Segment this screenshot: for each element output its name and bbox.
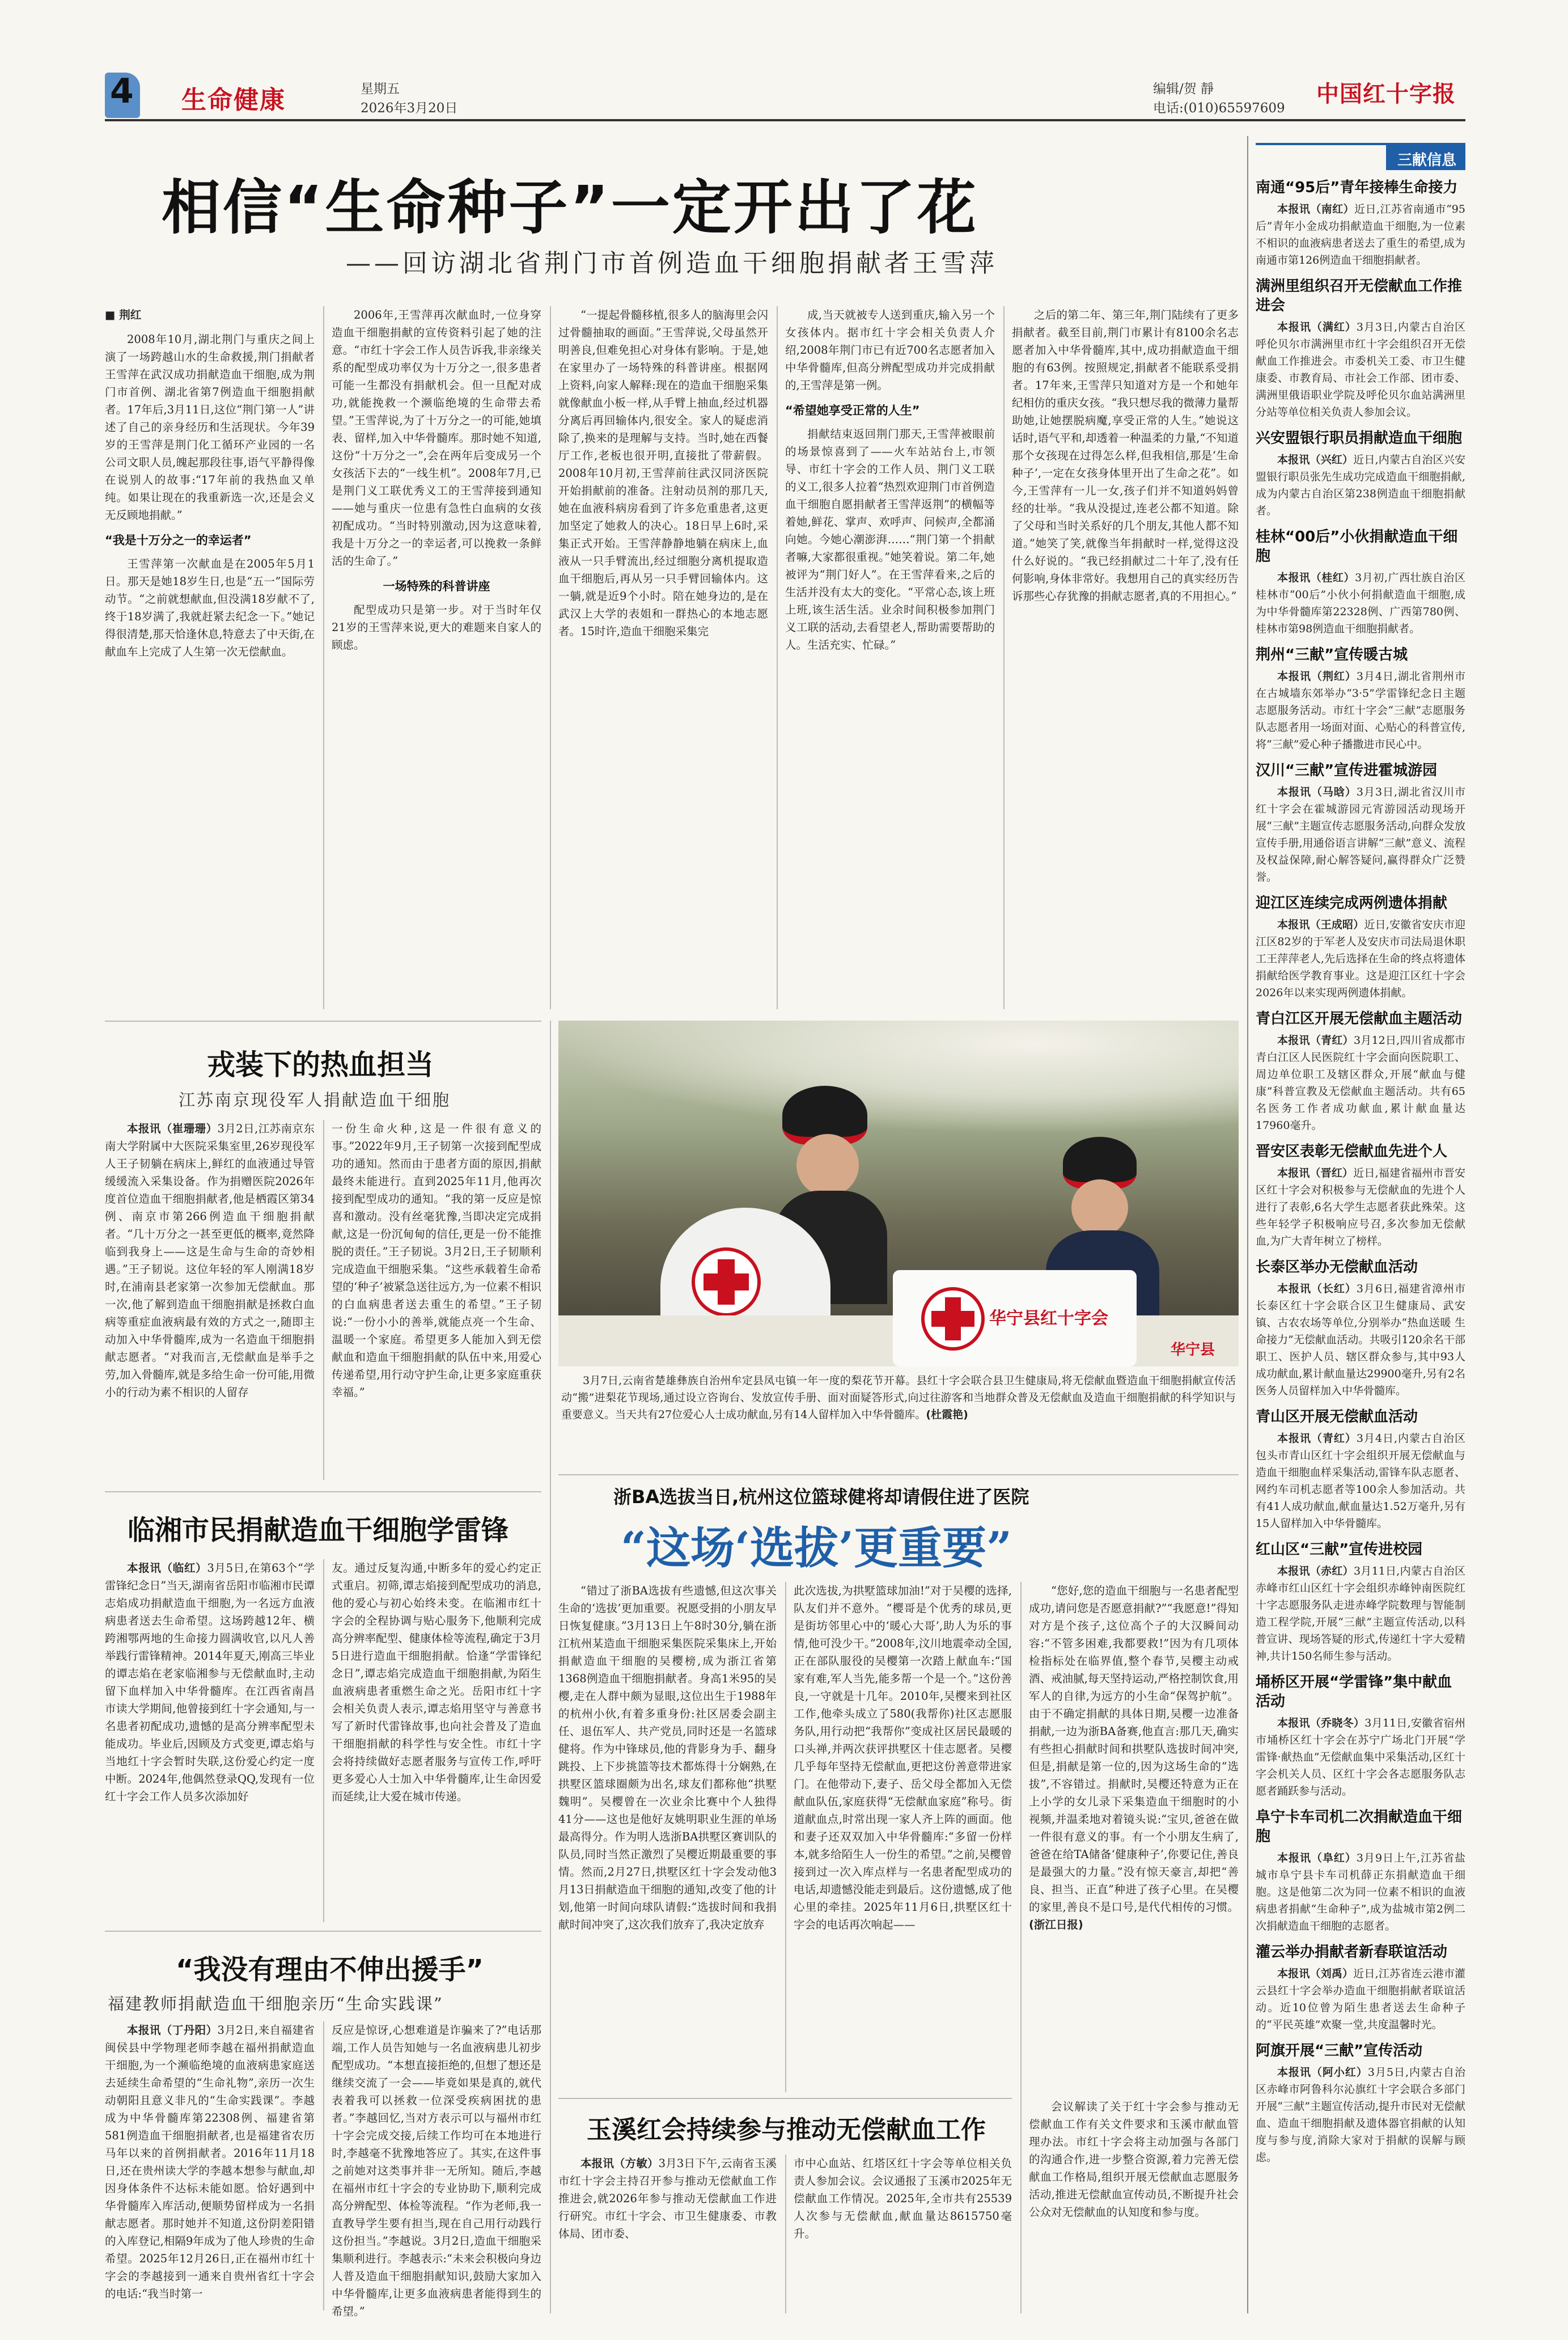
main-col5-text: 之后的第二年、第三年,荆门陆续有了更多捐献者。截至目前,荆门市累计有8100余名志愿者加入中华骨髓库,其中,成功捐献造血干细胞的有63例。按照规定,捐献者不能联系受捐者。17年来,王雪萍只知道对方是一个和她年纪相仿的重庆女孩。“我只想尽我的微薄力量帮助她,让她摆脱病魔,享受正常的人生。”她说这话时,语气平和,却透着一种温柔的力量,“不知道那个女孩现在过得怎么样,但我相信,那是‘生命种子’,一定在女孩身体里开出了生命之花”。如今,王雪萍有一儿一女,孩子们并不知道妈妈曾经的壮举。“我从没提过,连老公都不知道。除了父母和当时关系好的几个朋友,其他人都不知道。”她笑了笑,就像当年捐献时一样,觉得这没什么好说的。“我已经捐献过二十年了,没有任何影响,身体非常好。我想用自己的真实经历告诉那些心存犹豫的捐献志愿者,真的不用担心。” — [1012, 308, 1239, 603]
column-rule — [550, 1021, 551, 2313]
story-d-text-3 — [1029, 1582, 1239, 1933]
story-d-col1-text: “错过了浙BA选拔有些遗憾,但这次事关生命的‘选拔’更加重要。祝愿受捐的小朋友早日恢复健康。”3月13日上午8时30分,躺在浙江杭州某造血干细胞采集医院采集床上,开始捐献造血干细胞的吴樱榜,成为浙江省第1368例造血干细胞捐献者。身高1米95的吴樱,走在人群中颇为显眼,这位出生于1988年的杭州小伙,有着多重身份:社区居委会副主任、退伍军人、共产党员,同时还是一名篮球健将。作为中锋球员,他的背影身为手、翻身跳投、上下步挑篮等技术都炼得十分娴熟,在拱墅区篮球圈颇为出名,球友们都称他“拱墅魏明”。吴樱曾在一次业余比赛中个人独得41分——这也是他好友姚明职业生涯的单场最高得分。作为明人选浙BA拱墅区赛训队的队员,同时当然正激烈了吴樱近期最重要的事情。然而,2月27日,拱墅区红十字会发动他3月13日捐献造血干细胞的通知,改变了他的计划,他第一时间向球队请假:“选拔时间和我捐献时间冲突了,这次我们放弃了,我决定放弃 — [558, 1584, 777, 1931]
sidebar-item-body — [1256, 201, 1465, 269]
story-e-col1-text: 3月3日下午,云南省玉溪市红十字会主持召开参与推动无偿献血工作推进会,就2026年参与推动无偿献血工作进行研究。市红十字会、市卫生健康委、市教体局、团市委、 — [558, 2157, 777, 2240]
sidebar-item-title: 满洲里组织召开无偿献血工作推进会 — [1256, 278, 1463, 314]
photo-caption — [561, 1372, 1236, 1423]
story-c-agency: 本报讯（丁丹阳） — [127, 2024, 218, 2037]
sidebar-item-title: 迎江区连续完成两例遗体捐献 — [1256, 895, 1448, 912]
story-c-col2 — [332, 2021, 541, 2318]
story-c-col1 — [105, 2021, 315, 2311]
story-a-col2-text: 一份生命火种,这是一件很有意义的事。”2022年9月,王子韧第一次接到配型成功的通知。然而由于患者方面的原因,捐献最终未能进行。直到2025年11月,他再次接到配型成功的通知。“我的第一反应是惊喜和激动。没有丝毫犹豫,当即决定完成捐献,这是一份沉甸甸的信任,更是一份不能推脱的责任。”王子韧说。3月2日,王子韧顺利完成造血干细胞采集。“这些承载着生命希望的‘种子’被紧急送往远方,为一位素不相识的白血病患者送去重生的希望。”王子韧说:“一份小小的善举,就能点亮一个生命、温暖一个家庭。希望更多人能加入到无偿献血和造血干细胞捐献的队伍中来,用爱心传递希望,用行动守护生命,让更多家庭重获幸福。” — [332, 1122, 541, 1399]
story-c-text-1 — [105, 2021, 315, 2303]
header-rule — [105, 119, 1465, 121]
photo-banner — [893, 1270, 1137, 1366]
story-c-title: “我没有理由不伸出援手” — [176, 1954, 484, 1986]
sidebar-item-title: 汉川“三献”宣传进霍城游园 — [1256, 762, 1438, 779]
sidebar-item-text: 近日,安徽省安庆市迎江区82岁的于军老人及安庆市司法局退休职工王萍萍老人,先后选择在生命的终点将遗体捐献给医学教育事业。这是迎江区红十字会2026年以来实现两例遗体捐献。 — [1256, 919, 1465, 999]
story-a-agency: 本报讯（崔珊珊） — [127, 1122, 218, 1135]
story-d-col3-text: “您好,您的造血干细胞与一名患者配型成功,请问您是否愿意捐献?”“我愿意!”得知对方是个孩子,这位高个子的大汉瞬间动容:“不管多困难,我都要救!”因为有几项体检指标处在临界值,整个春节,吴樱主动戒酒、戒油腻,每天坚持运动,严格控制饮食,用军人的自律,为远方的小生命“保驾护航”。由于不确定捐献的具体日期,吴樱一边准备捐献,一边为浙BA备赛,他直言:那几天,确实有些担心捐献时间和拱墅队选拔时间冲突,但是,捐献是第一位的,因为这场生命的“选拔”,不容错过。捐献时,吴樱还特意为正在上小学的女儿录下采集造血干细胞时的小视频,并温柔地对着镜头说:“宝贝,爸爸在做一件很有意义的事。有一个小朋友生病了,爸爸在给TA储备‘健康种子’,你要记住,善良是最强大的力量。”没有惊天豪言,却把“善良、担当、正直”种进了孩子心里。在吴樱的家里,善良不是口号,是代代相传的习惯。 — [1029, 1584, 1239, 1914]
story-e-col1 — [558, 2155, 777, 2313]
column-rule — [323, 1559, 324, 1922]
main-headline: 相信“生命种子”一定开出了花 — [162, 173, 978, 242]
sidebar-item-body — [1256, 569, 1465, 637]
story-d-title: “这场‘选拔’更重要” — [621, 1522, 1012, 1574]
sidebar-item-title: 桂林“00后”小伙捐献造血干细胞 — [1256, 528, 1458, 565]
sidebar-item-body — [1256, 2064, 1465, 2166]
story-b-title: 临湘市民捐献造血干细胞学雷锋 — [128, 1514, 509, 1546]
column-rule — [550, 306, 551, 1009]
sidebar-item-body — [1256, 1280, 1465, 1399]
header-weekday: 星期五 — [361, 82, 400, 96]
page-header — [0, 0, 1568, 136]
story-b-text-1 — [105, 1559, 315, 1805]
main-story-col2 — [332, 306, 541, 1009]
sidebar-item-agency: 本报讯（阿小红） — [1277, 2066, 1368, 2079]
story-c-col2-text: 反应是惊讶,心想难道是诈骗来了?”电话那端,工作人员告知她与一名血液病患儿初步配型成功。“本想直接拒绝的,但想了想还是继续交流了一会——毕竟如果是真的,就代表着我可以拯救一位深受疾病困扰的患者。”李越回忆,当对方表示可以与福州市红十字会完成交接,后续工作均可在本地进行时,李越毫不犹豫地答应了。其实,在这件事之前她对这类事并非一无所知。随后,李越在福州市红十字会的专业协助下,顺利完成高分辨配型、体检等流程。“作为老师,我一直教导学生要有担当,现在自己用行动践行这份担当。”李越说。3月2日,造血干细胞采集顺利进行。李越表示:“未来会积极向身边人普及造血干细胞捐献知识,鼓励大家加入中华骨髓库,让更多血液病患者能得到生的希望。” — [332, 2024, 541, 2318]
red-cross-icon — [692, 1247, 761, 1317]
section-rule — [105, 1021, 541, 1022]
story-e-text-1 — [558, 2155, 777, 2242]
sidebar-item-body — [1256, 1032, 1465, 1134]
sidebar-item-title: 青山区开展无偿献血活动 — [1256, 1408, 1418, 1425]
red-cross-icon — [921, 1287, 985, 1351]
story-d-col1 — [558, 1582, 777, 2092]
sidebar-item-body — [1256, 668, 1465, 753]
sidebar-item-body — [1256, 451, 1465, 519]
story-e-title: 玉溪红会持续参与推动无偿献血工作 — [587, 2115, 986, 2144]
sidebar-item-title: 青白江区开展无偿献血主题活动 — [1256, 1010, 1463, 1027]
story-a-col2 — [332, 1120, 541, 1480]
header-editor: 编辑/贺 靜 — [1153, 82, 1214, 96]
sidebar-item-agency: 本报讯（阜红） — [1277, 1852, 1357, 1864]
column-rule — [323, 1120, 324, 1480]
sidebar-item-agency: 本报讯（长红） — [1277, 1283, 1357, 1295]
photo-vest-text: 华宁县 — [1171, 1342, 1215, 1359]
sidebar-item-title: 阿旗开展“三献”宣传活动 — [1256, 2042, 1423, 2059]
main-subhead-2: 一场特殊的科普讲座 — [383, 579, 490, 593]
sidebar-item-body — [1256, 1165, 1465, 1250]
sidebar-item-title: 长泰区举办无偿献血活动 — [1256, 1259, 1418, 1276]
sidebar-item-body — [1256, 916, 1465, 1001]
photo-person — [1071, 1179, 1128, 1236]
story-a-title: 戎装下的热血担当 — [207, 1048, 434, 1081]
sidebar-item-text: 3月3日,内蒙古自治区呼伦贝尔市满洲里市红十字会组织召开无偿献血工作推进会。市委机关工委、市卫生健康委、市教育局、市社会工作部、团市委、满洲里俄语职业学院及呼伦贝尔血站满洲里分站等单位相关负责人参加会议。 — [1256, 321, 1465, 418]
column-rule — [1003, 306, 1005, 1009]
sidebar-item-title: 晋安区表彰无偿献血先进个人 — [1256, 1143, 1448, 1160]
sidebar-item-body — [1256, 1563, 1465, 1665]
red-cross-bar — [931, 1311, 974, 1327]
sidebar-list — [1256, 170, 1465, 2313]
photo-person — [796, 1134, 859, 1196]
header-phone: 电话:(010)65597609 — [1153, 101, 1285, 116]
sidebar-item-agency: 本报讯（桂红） — [1277, 572, 1355, 584]
main-col3-text: “一提起骨髓移植,很多人的脑海里会闪过骨髓抽取的画面。”王雪萍说,父母虽然开明善良,但难免担心对身体有影响。于是,她在家里办了一场特殊的科普讲座。根据网上资料,向家人解释:现在的造血干细胞采集就像献血小板一样,从手臂上抽血,经过机器分离后再回输体内,很安全。家人的疑虑消除了,换来的是理解与支持。当时,她在西餐厅工作,老板也很开明,直接批了带薪假。2008年10月初,王雪萍前往武汉同济医院开始捐献前的准备。注射动员剂的那几天,她在血液科病房看到了许多危重患者,这更加坚定了她救人的决心。18日早上6时,采集正式开始。王雪萍静静地躺在病床上,血液从一只手臂流出,经过细胞分离机提取造血干细胞后,再从另一只手臂回输体内。这一躺,就是近9个小时。陪在她身边的,是在武汉上大学的表姐和一群热心的本地志愿者。15时许,造血干细胞采集完 — [558, 308, 768, 638]
sidebar-header-bar — [1256, 143, 1465, 172]
main-story-col4 — [785, 306, 995, 1009]
story-d-col2 — [794, 1582, 1012, 2092]
sidebar-item-title: 南通“95后”青年接棒生命接力 — [1256, 179, 1458, 196]
story-b-col1 — [105, 1559, 315, 1922]
story-e-col3 — [1029, 2098, 1239, 2313]
section-rule — [558, 2098, 1012, 2099]
sidebar-item-agency: 本报讯（乔晓冬） — [1277, 1717, 1365, 1729]
sidebar-item-body — [1256, 1850, 1465, 1935]
story-a-subtitle: 江苏南京现役军人捐献造血干细胞 — [179, 1090, 451, 1110]
sidebar-item-agency: 本报讯（晋红） — [1277, 1167, 1354, 1179]
story-b-col1-text: 3月5日,在第63个“学雷锋纪念日”当天,湖南省岳阳市临湘市民谭志焰成功捐献造血干细胞,为一名远方血液病患者送去生命希望。这场跨越12年、横跨湘鄂两地的生命接力圆满收官,以凡人善举践行雷锋精神。2014年夏天,刚高三毕业的谭志焰在老家临湘参与无偿献血时,主动留下血样加入中华骨髓库。在江西省南昌市读大学期间,他曾接到红十字会通知,与一名患者初配成功,遗憾的是高分辨率配型未能成功。毕业后,因顾及方式变更,谭志焰与当地红十字会暂时失联,这份爱心约定一度中断。2024年,他偶然登录QQ,发现有一位红十字会工作人员多次添加好 — [105, 1562, 315, 1803]
main-subhead-3: “希望她享受正常的人生” — [785, 404, 920, 417]
photo-caption-text: 3月7日,云南省楚雄彝族自治州牟定县凤屯镇一年一度的梨花节开幕。县红十字会联合县卫生健康局,将无偿献血暨造血干细胞捐献宣传活动“搬”进梨花节现场,通过设立咨询台、发放宣传手册、面对面疑答形式,向过往游客和当地群众普及无偿献血及造血干细胞捐献的科学知识与重要意义。当天共有27位爱心人士成功献血,另有14人留样加入中华骨髓库。 — [561, 1374, 1236, 1421]
story-a-col1 — [105, 1120, 315, 1480]
column-rule — [1020, 1582, 1022, 2313]
column-rule — [323, 306, 324, 1009]
sidebar-item-text: 近日,福建省福州市晋安区红十字会对积极参与无偿献血的先进个人进行了表彰,6名大学生志愿者获此殊荣。这些年轻学子积极响应号召,多次参加无偿献血,为广大青年树立了榜样。 — [1256, 1167, 1465, 1247]
main-col1-text: 2008年10月,湖北荆门与重庆之间上演了一场跨越山水的生命救援,荆门捐献者王雪萍在武汉成功捐献造血干细胞,成为荆门市首例、湖北省第7例造血干细胞捐献者。17年后,3月11日,这位“荆门第一人”讲述了自己的亲身经历和生活现状。今年39岁的王雪萍是荆门化工循环产业园的一名公司文职人员,魄起那段往事,语气平静得像在说别人的故事:“17年前的我热血又单纯。如果让现在的我重新选一次,还是会义无反顾地捐献。” — [105, 333, 315, 522]
main-col4-text: 成,当天就被专人送到重庆,输入另一个女孩体内。据市红十字会相关负责人介绍,2008年荆门市已有近700名志愿者加入中华骨髓库,但高分辨配型成功并完成捐献的,王雪萍是第一例。 — [785, 308, 995, 392]
photo-tree — [558, 1021, 1239, 1134]
sidebar-item-agency: 本报讯（青红） — [1277, 1432, 1357, 1445]
sidebar-item-text: 近日,内蒙古自治区兴安盟银行职员张先生成功完成造血干细胞捐献,成为内蒙古自治区第238例造血干细胞捐献者。 — [1256, 454, 1465, 517]
story-a-text-1 — [105, 1120, 315, 1401]
main-col1b-text: 王雪萍第一次献血是在2005年5月1日。那天是她18岁生日,也是“五一”国际劳动节。“之前就想献血,但没满18岁献不了,终于18岁满了,我就赶紧去纪念一下。”她记得很清楚,那天恰逢休息,特意去了中天街,在献血车上完成了人生第一次无偿献血。 — [105, 557, 315, 658]
sidebar-item-body — [1256, 1430, 1465, 1532]
main-col4b-text: 捐献结束返回荆门那天,王雪萍被眼前的场景惊喜到了——火车站站台上,市领导、市红十字会的工作人员、荆门义工联的义工,很多人拉着“热烈欢迎荆门市首例造血干细胞自愿捐献者王雪萍返荆”的横幅等着她,鲜花、掌声、欢呼声、问候声,全都涌向她。今她心潮澎湃……“荆门第一个捐献者嘛,大家都很重视。”她笑着说。第二年,她被评为“荆门好人”。在王雪萍看来,之后的生活并没有太大的变化。“平常心态,该上班上班,该生活生活。业余时间积极参加荆门义工联的活动,去看望老人,帮助需要帮助的人。生活充实、忙碌。” — [785, 428, 995, 651]
sidebar-item-agency: 本报讯（青红） — [1277, 1034, 1354, 1047]
main-story-col1 — [105, 306, 315, 1009]
sidebar-item-body — [1256, 1965, 1465, 2033]
story-d-credit: (浙江日报) — [1029, 1918, 1083, 1931]
story-b-col2-text: 友。通过反复沟通,中断多年的爱心约定正式重启。初筛,谭志焰接到配型成功的消息,他的爱心与初心始终未变。在临湘市红十字会的全程协调与贴心服务下,他顺利完成高分辨率配型、健康体检等流程,确定于3月5日进行造血干细胞捐献。恰逢“学雷锋纪念日”,谭志焰完成造血干细胞捐献,为陌生血液病患者重燃生命之光。岳阳市红十字会相关负责人表示,谭志焰用坚守与善意书写了新时代雷锋故事,也向社会普及了造血干细胞捐献的科学性与安全性。市红十字会将持续做好志愿者服务与宣传工作,呼吁更多爱心人士加入中华骨髓库,让生命因爱而延续,让大爱在城市传递。 — [332, 1562, 541, 1803]
section-rule — [105, 1491, 541, 1492]
story-c-col1-text: 3月2日,来自福建省闽侯县中学物理老师李越在福州捐献造血干细胞,为一个濒临绝境的血液病患家庭送去延续生命希望的“生命礼物”,亲历一次生动朝阳且意义非凡的“生命实践课”。李越成为中华骨髓库第22308例、福建省第581例造血干细胞捐献者,也是福建省农历马年以来的首例捐献者。2016年11月18日,还在贵州读大学的李越本想参与献血,却因身体条件不达标未能如愿。恰好遇到中华骨髓库入库活动,便顺势留样成为一名捐献志愿者。那时她并不知道,这份阴差阳错的入库登记,相隔9年成为了他人珍贵的生命希望。2025年12月26日,正在福州市红十字会的李越接到一通来自贵州省红十字会的电话:“我当时第一 — [105, 2024, 315, 2300]
column-rule — [785, 1582, 786, 2092]
story-a-col1-text: 3月2日,江苏南京东南大学附属中大医院采集室里,26岁现役军人王子韧躺在病床上,鲜红的血液通过导管缓缓流入采集设备。作为捐赠医院2026年度首位造血干细胞捐献者,他是栖霞区第34例、南京市第266例造血干细胞捐献者。“几十万分之一甚至更低的概率,竟然降临到我身上——这是生命与生命的奇妙相遇。”王子韧说。这位年轻的军人刚满18岁时,在浦南县老家第一次参加无偿献血。那一次,他了解到造血干细胞捐献是拯救白血病等重症血液病最有效的方式之一,随即主动加入中华骨髓库,成为一名造血干细胞捐献志愿者。“对我而言,无偿献血是举手之劳,加入骨髓库,就是多给生命一份可能,用微小的行动为素不相识的人留存 — [105, 1122, 315, 1399]
sidebar-item-agency: 本报讯（兴红） — [1277, 454, 1354, 466]
sidebar-item-text: 3月4日,湖北省荆州市在古城墙东郊举办“3·5”学雷锋纪念日主题志愿服务活动。市红十字会“三献”志愿服务队志愿者用一场面对面、心贴心的科普宣传,将“三献”爱心种子播撒进市民心中。 — [1256, 670, 1465, 751]
sidebar-item-agency: 本报讯（荆红） — [1277, 670, 1357, 683]
sidebar-item-title: 红山区“三献”宣传进校园 — [1256, 1541, 1423, 1558]
main-story-col3 — [558, 306, 768, 1009]
page-number: 4 — [110, 71, 134, 111]
header-date: 2026年3月20日 — [361, 101, 458, 116]
column-rule — [777, 306, 778, 1009]
story-e-col2-text: 市中心血站、红塔区红十字会等单位相关负责人参加会议。会议通报了玉溪市2025年无偿献血工作情况。2025年,全市共有25539人次参与无偿献血,献血量达8615750毫升。 — [794, 2157, 1012, 2240]
sidebar-item-title: 灌云举办捐献者新春联谊活动 — [1256, 1944, 1448, 1961]
sidebar-item-text: 近日,江苏省连云港市灌云县红十字会举办造血干细胞捐献者联谊活动。近10位曾为陌生患者送去生命种子的“平民英雄”欢聚一堂,共度温馨时光。 — [1256, 1967, 1465, 2031]
sidebar-item-agency: 本报讯（王成昭） — [1277, 919, 1364, 931]
main-byline: ■ 荆红 — [105, 308, 142, 321]
story-b-col2 — [332, 1559, 541, 1922]
sidebar-item-body — [1256, 319, 1465, 421]
main-col2-text: 2006年,王雪萍再次献血时,一位身穿造血干细胞捐献的宣传资料引起了她的注意。“市红十字会工作人员告诉我,非亲缘关系的配型成功率仅为十万分之一,很多患者可能一生都没有捐献机会。但一旦配对成功,就能挽救一个濒临绝境的生命带去希望。”王雪萍说,为了十万分之一的可能,她填表、留样,加入中华骨髓库。那时她不知道,这份“十万分之一”,会在两年后变成另一个女孩活下去的“一线生机”。2008年7月,已是荆门义工联优秀义工的王雪萍接到通知——她与重庆一位患有急性白血病的女孩初配成功。“当时特别激动,因为这意味着,我是十万分之一的幸运者,可以挽救一条鲜活的生命了。” — [332, 308, 541, 568]
sidebar-item-text: 3月9日上午,江苏省盐城市阜宁县卡车司机薛正东捐献造血干细胞。这是他第二次为同一位素不相识的血液病患者捐献“生命种子”,成为盐城市第2例二次捐献造血干细胞的志愿者。 — [1256, 1852, 1465, 1932]
sidebar-item-agency: 本报讯（马晗） — [1277, 786, 1357, 798]
sidebar-item-text: 3月初,广西壮族自治区桂林市“00后”小伙小何捐献造血干细胞,成为中华骨髓库第22328例、广西第780例、桂林市第98例造血干细胞捐献者。 — [1256, 572, 1465, 635]
main-story-col5 — [1012, 306, 1239, 1009]
section-name: 生命健康 — [181, 86, 286, 115]
sidebar-rule — [1247, 136, 1248, 2313]
section-rule — [558, 1474, 1239, 1475]
sidebar-item-title: 埇桥区开展“学雷锋”集中献血活动 — [1256, 1674, 1452, 1710]
sidebar-item-body — [1256, 1715, 1465, 1800]
red-cross-bar — [704, 1273, 749, 1290]
story-e-col2 — [794, 2155, 1012, 2313]
sidebar-item-body — [1256, 784, 1465, 886]
sidebar-item-text: 3月4日,内蒙古自治区包头市青山区红十字会组织开展无偿献血与造血干细胞血样采集活动,雷锋车队志愿者、网约车司机志愿者等100余人参加活动。共有41人成功献血,献血量达1.52万毫升,另有15人留样加入中华骨髓库。 — [1256, 1432, 1465, 1530]
column-rule — [785, 2155, 786, 2313]
event-photo — [558, 1021, 1239, 1366]
sidebar-item-title: 荆州“三献”宣传暖古城 — [1256, 646, 1408, 663]
sidebar-item-text: 近日,江苏省南通市“95后”青年小金成功捐献造血干细胞,为一位素不相识的血液病患者送去了重生的希望,成为南通市第126例造血干细胞捐献者。 — [1256, 203, 1465, 266]
column-rule — [323, 2021, 324, 2311]
sidebar-item-agency: 本报讯（刘禹） — [1277, 1967, 1354, 1980]
sidebar-item-title: 阜宁卡车司机二次捐献造血干细胞 — [1256, 1809, 1463, 1845]
main-subtitle: ——回访湖北省荆门市首例造血干细胞捐献者王雪萍 — [346, 249, 998, 278]
story-d-col2-text: 此次选拔,为拱墅篮球加油!”对于吴樱的选择,队友们并不意外。“樱哥是个优秀的球员,更是街坊邻里心中的‘暖心大哥’,助人为乐的事情,他可没少干。”2008年,汶川地震牵动全国,正在部队服役的吴樱第一次踏上献血车:“国家有难,军人当先,能多帮一个是一个。”这份善良,一守就是十几年。2010年,吴樱来到社区工作,他牵头成立了580(我帮你)社区志愿服务队,用行动把“我帮你”变成社区居民最暖的口头禅,并两次获评拱墅区十佳志愿者。吴樱几乎每年坚持无偿献血,更把这份善意带进家门。在他带动下,妻子、岳父母全都加入无偿献血队伍,家庭获得“无偿献血家庭”称号。街道献血点,时常出现一家人齐上阵的画面。他和妻子还双双加入中华骨髓库:“多留一份样本,就多给陌生人一份生的希望。”之前,吴樱曾接到过一次入库点样与一名患者配型成功的电话,却遗憾没能走到最后。这份遗憾,成了他心里的牵挂。2025年11月6日,拱墅区红十字会的电话再次响起—— — [794, 1584, 1012, 1931]
main-col2b-text: 配型成功只是第一步。对于当时年仅21岁的王雪萍来说,更大的难题来自家人的顾虑。 — [332, 603, 541, 651]
story-c-subtitle: 福建教师捐献造血干细胞亲历“生命实践课” — [108, 1994, 443, 2013]
sidebar-item-agency: 本报讯（南红） — [1277, 203, 1355, 215]
story-d-col3 — [1029, 1582, 1239, 2092]
sidebar-item-agency: 本报讯（赤红） — [1277, 1565, 1354, 1577]
sidebar-item-text: 3月3日,湖北省汉川市红十字会在霍城游园元宵游园活动现场开展“三献”主题宣传志愿服务活动,向群众发放宣传手册,用通俗语言讲解“三献”意义、流程及权益保障,耐心解答疑问,赢得群众广泛赞誉。 — [1256, 786, 1465, 883]
story-b-agency: 本报讯（临红） — [127, 1562, 207, 1575]
sidebar-item-agency: 本报讯（满红） — [1277, 321, 1357, 333]
sidebar-item-text: 3月11日,安徽省宿州市埇桥区红十字会在苏宁广场北门开展“学雷锋·献热血”无偿献血集中采集活动,区红十字会机关人员、区红十字会各志愿服务队志愿者踊跃参与活动。 — [1256, 1717, 1465, 1797]
main-subhead-1: “我是十万分之一的幸运者” — [105, 534, 252, 547]
sidebar-header: 三献信息 — [1397, 152, 1456, 169]
sidebar-item-text: 3月5日,内蒙古自治区赤峰市阿鲁科尔沁旗红十字会联合多部门开展“三献”主题宣传活动,提升市民对无偿献血、造血干细胞捐献及遗体器官捐献的认知度与参与度,消除大家对于捐献的误解与顾虑。 — [1256, 2066, 1465, 2164]
photo-banner-text: 华宁县红十字会 — [989, 1309, 1108, 1328]
sidebar-item-text: 3月12日,四川省成都市青白江区人民医院红十字会面向医院职工、周边单位职工及辖区群众,开展“献血与健康”科普宣教及无偿献血主题活动。共有65名医务工作者成功献血,累计献血量达17960毫升。 — [1256, 1034, 1465, 1132]
photo-credit: (杜霞艳) — [926, 1408, 968, 1421]
newspaper-logo: 中国红十字报 — [1316, 81, 1456, 107]
story-e-agency: 本报讯（方敏） — [580, 2157, 659, 2170]
story-e-col3-text: 会议解读了关于红十字会参与推动无偿献血工作有关文件要求和玉溪市献血管理办法。市红十字会将主动加强与各部门的沟通合作,进一步整合资源,着力完善无偿献血工作格局,组织开展无偿献血志愿服务活动,推进无偿献血宣传动员,不断提升社会公众对无偿献血的认知度和参与度。 — [1029, 2100, 1239, 2219]
sidebar-item-title: 兴安盟银行职员捐献造血干细胞 — [1256, 430, 1463, 447]
story-d-kicker: 浙BA选拔当日,杭州这位篮球健将却请假住进了医院 — [613, 1486, 1029, 1508]
section-rule — [105, 1931, 541, 1932]
sidebar-item-text: 3月6日,福建省漳州市长泰区红十字会联合区卫生健康局、武安镇、古农农场等单位,分别举办“热血送暖 生命接力”无偿献血活动。共吸引120余名干部职工、医护人员、辖区群众参与,其中93人成功献血,累计献血量达29900毫升,另有2名医务人员留样加入中华骨髓库。 — [1256, 1283, 1465, 1397]
sidebar-item-text: 3月11日,内蒙古自治区赤峰市红山区红十字会组织赤峰钟南医院红十字志愿服务队走进赤峰学院数理与智能制造工程学院,开展“三献”主题宣传活动,以科普宣讲、现场答疑的形式,传递红十字大爱精神,共计150名师生参与活动。 — [1256, 1565, 1465, 1662]
